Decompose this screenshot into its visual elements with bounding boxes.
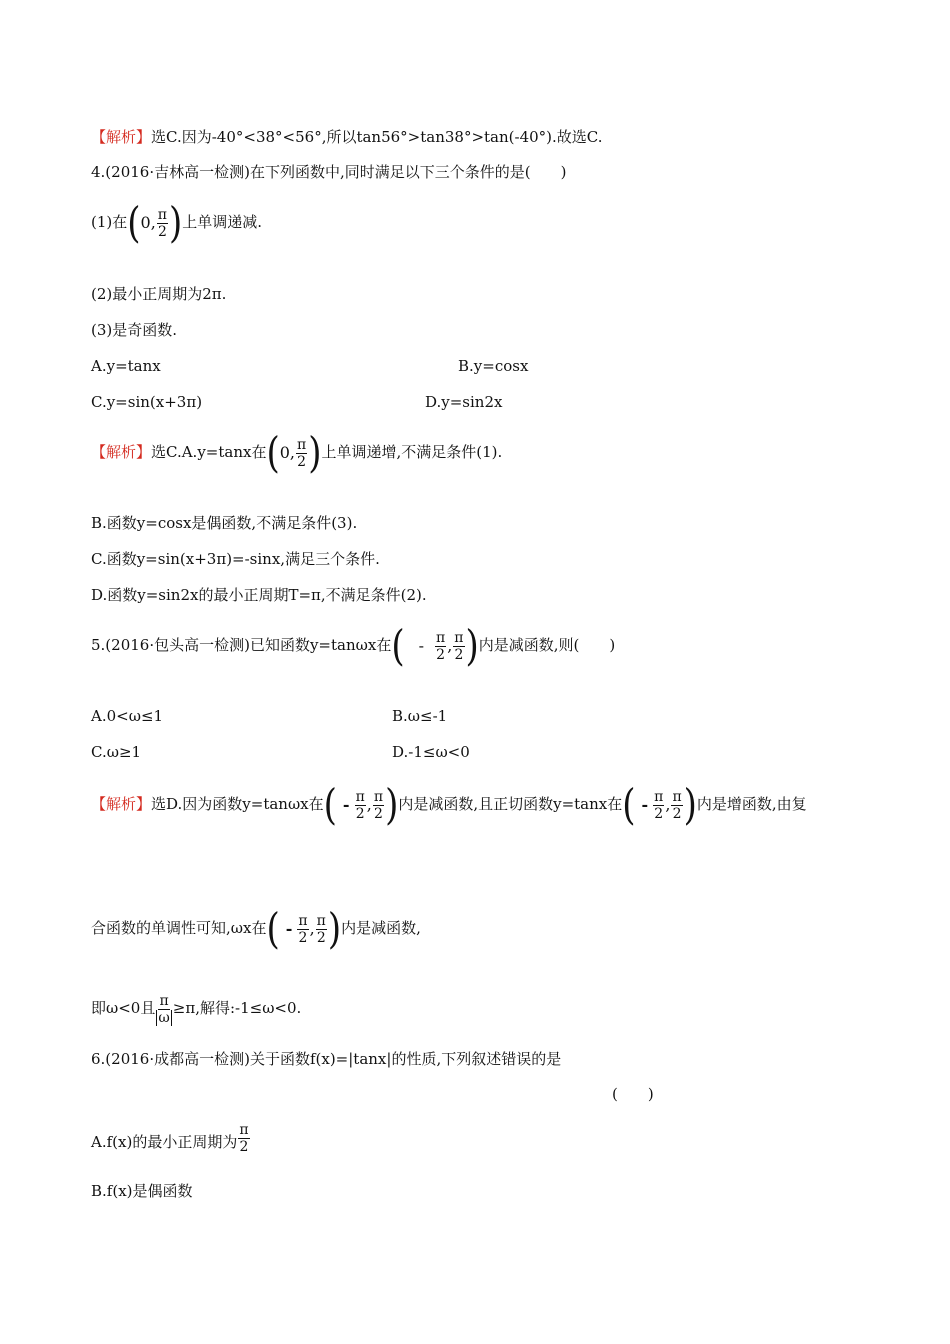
cond1-prefix: (1)在 (91, 213, 128, 231)
cond1-suffix: 上单调递减. (182, 213, 263, 231)
q4-option-b: B.y=cosx (458, 357, 529, 375)
q4-option-c: C.y=sin(x+3π) (91, 393, 203, 411)
q4-condition-2: (2)最小正周期为2π. (91, 285, 227, 303)
pi-over-2: $\frac{\pi}{2}$ (239, 1122, 249, 1155)
q5-option-d: D.-1≤ω<0 (392, 743, 470, 761)
q4-option-d: D.y=sin2x (425, 393, 503, 411)
q5-analysis-line3: 即ω<0且 $\frac{\pi}{\omega}$ ≥π,解得:-1≤ω<0. (91, 992, 302, 1026)
q3-analysis (91, 127, 603, 147)
q4-analysis-c: C.函数y=sin(x+3π)=-sinx,满足三个条件. (91, 550, 380, 568)
q4-condition-1 (91, 198, 263, 248)
q4-condition-3: (3)是奇函数. (91, 321, 178, 339)
interval-neg-pi-half-pi-half: ( - π 2 , π 2 ) (391, 621, 479, 671)
interval-neg-pi-half-pi-half: ( - π 2 , π 2 ) (622, 780, 697, 830)
q5-stem: 5.(2016·包头高一检测)已知函数y=tanωx在 ( - π 2 , π 2 ) 内是减函数,则( ) (91, 621, 616, 671)
q5-option-c: C.ω≥1 (91, 743, 142, 761)
interval-0-pi-half: ( 0 , π 2 ) (266, 428, 322, 478)
analysis-tag: 【解析】 (91, 443, 152, 461)
q5-option-b: B.ω≤-1 (392, 707, 448, 725)
q5-analysis-line2: 合函数的单调性可知,ωx在 ( - π 2 , π 2 ) 内是减函数, (91, 904, 421, 954)
q6-answer-paren: ( ) (612, 1085, 654, 1103)
q4-analysis-line1: 【解析】选C.A.y=tanx在 ( 0 , π 2 ) 上单调递增,不满足条件(1). (91, 428, 503, 478)
q6-option-a: A.f(x)的最小正周期为 $\frac{\pi}{2}$ (91, 1122, 249, 1155)
q6-stem: 6.(2016·成都高一检测)关于函数f(x)=|tanx|的性质,下列叙述错误的是 (91, 1050, 562, 1068)
q3-analysis-text: 选C.因为-40°<38°<56°,所以tan56°>tan38°>tan(-40°).故选C. (151, 128, 603, 146)
q6-option-b: B.f(x)是偶函数 (91, 1182, 193, 1200)
analysis-tag: 【解析】 (91, 128, 152, 146)
interval-neg-pi-half-pi-half: ( - π 2 , π 2 ) (323, 780, 399, 830)
analysis-tag: 【解析】 (91, 795, 152, 813)
pi-over-abs-omega: $\frac{\pi}{\omega}$ (158, 992, 170, 1026)
q4-stem: 4.(2016·吉林高一检测)在下列函数中,同时满足以下三个条件的是( ) (91, 163, 567, 181)
q4-analysis-d: D.函数y=sin2x的最小正周期T=π,不满足条件(2). (91, 586, 427, 604)
interval-0-pi-half: ( 0 , π 2 ) (127, 198, 183, 248)
q5-analysis-line1: 【解析】选D.因为函数y=tanωx在 ( - π 2 , π 2 ) 内是减函数,且正切函数y=tanx在 ( - π 2 , π 2 ) 内是增函数,由复 (91, 780, 807, 830)
q5-option-a: A.0<ω≤1 (91, 707, 164, 725)
interval-neg-pi-half-pi-half: ( - π 2 , π 2 ) (266, 904, 342, 954)
q4-option-a: A.y=tanx (91, 357, 161, 375)
q4-analysis-b: B.函数y=cosx是偶函数,不满足条件(3). (91, 514, 358, 532)
